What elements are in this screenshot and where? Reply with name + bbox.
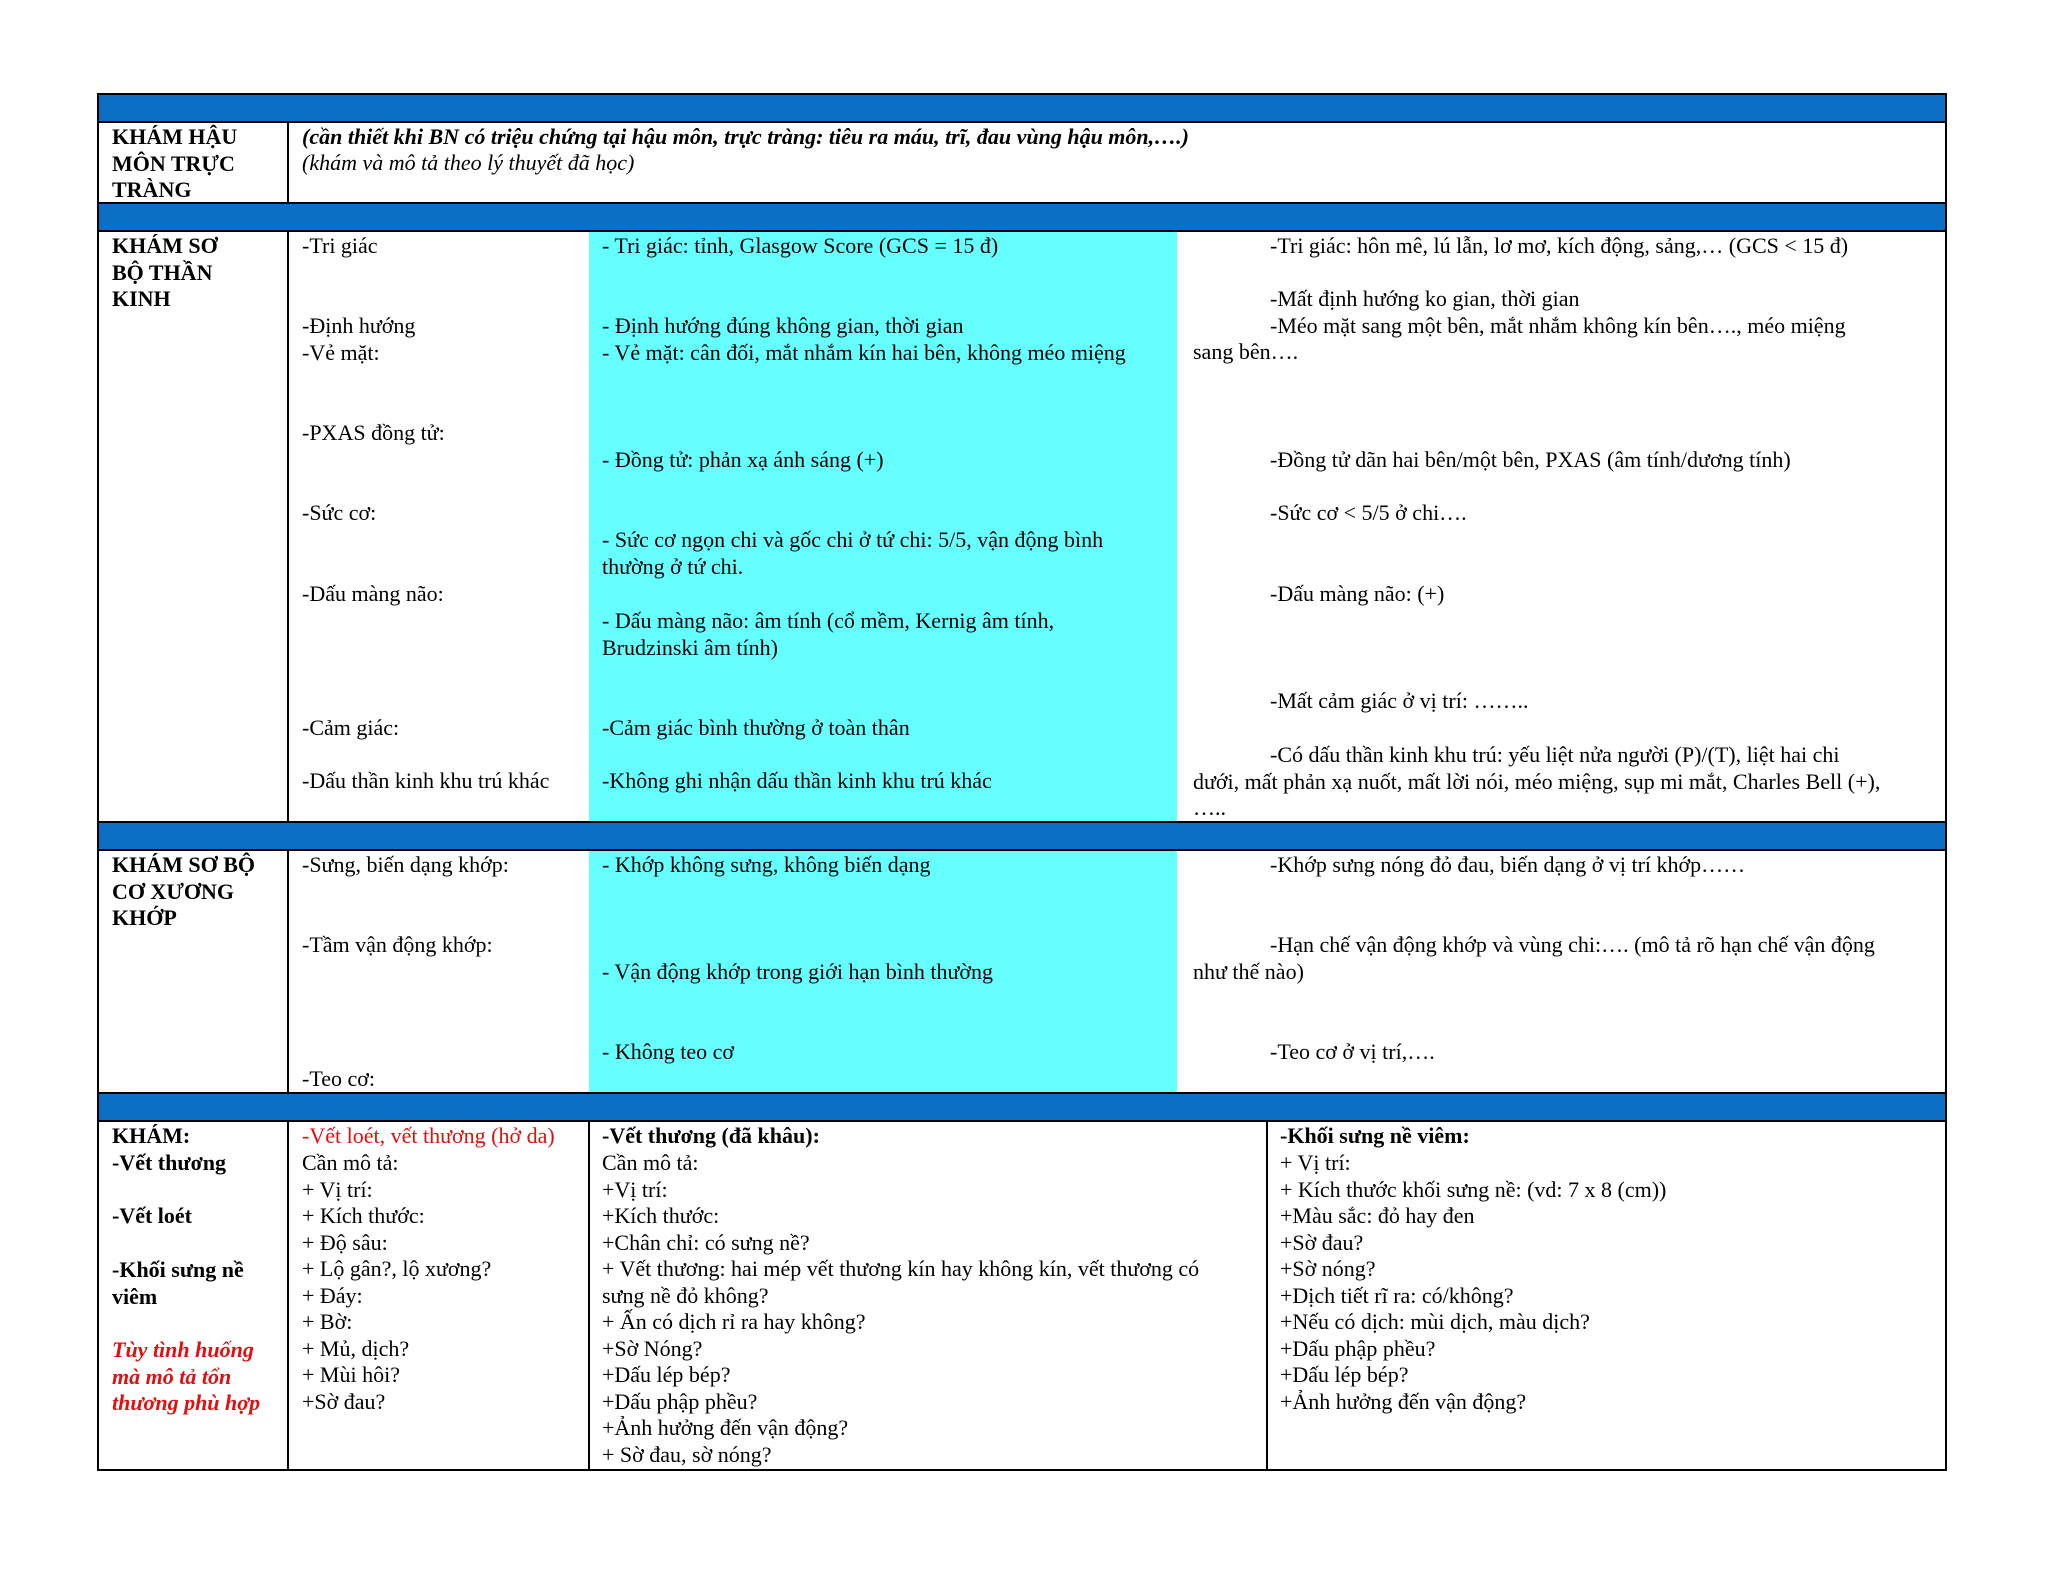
hau-mon-instruction: (khám và mô tả theo lý thuyết đã học) bbox=[302, 150, 635, 175]
msk-item: -Tầm vận động khớp: bbox=[302, 932, 493, 957]
table-border-top bbox=[97, 93, 1947, 95]
row-rule bbox=[97, 202, 1947, 204]
msk-item: -Teo cơ: bbox=[302, 1066, 376, 1091]
table-border-bottom bbox=[97, 1469, 1947, 1471]
col-rule bbox=[287, 121, 289, 203]
col-rule bbox=[1266, 1120, 1268, 1470]
row-rule bbox=[97, 230, 1947, 232]
neuro-item: -Định hướng -Vẻ mặt: bbox=[302, 313, 416, 365]
row-rule bbox=[97, 849, 1947, 851]
section-band-3 bbox=[98, 1093, 1946, 1120]
row-label-note: Tùy tình huống mà mô tả tổn thương phù hợp bbox=[112, 1337, 261, 1415]
neuro-abnormal: -Đồng tử dãn hai bên/một bên, PXAS (âm tính/dương tính) bbox=[1193, 447, 1791, 472]
neuro-abnormal: -Tri giác: hôn mê, lú lẫn, lơ mơ, kích động, sảng,… (GCS < 15 đ) bbox=[1193, 233, 1849, 258]
sutured-wound-checklist: Cần mô tả: +Vị trí: +Kích thước: +Chân chỉ: có sưng nề? + Vết thương: hai mép vết thương kín hay không kín, vết thương có sưng nề đỏ không? + Ấn có dịch rỉ ra hay không? +Sờ Nóng? +Dấu lép bép? +Dấu phập phều? +Ảnh hưởng đến vận động? + Sờ đau, sờ nóng? bbox=[602, 1150, 1200, 1467]
neuro-normal: - Định hướng đúng không gian, thời gian - Vẻ mặt: cân đối, mắt nhắm kín hai bên, không méo miệng bbox=[602, 313, 1126, 365]
neuro-abnormal: -Mất cảm giác ở vị trí: …….. bbox=[1193, 688, 1529, 713]
neuro-item: -Tri giác bbox=[302, 233, 378, 258]
row-label-vet-loet: -Vết loét bbox=[112, 1203, 193, 1228]
msk-abnormal: -Teo cơ ở vị trí,…. bbox=[1193, 1039, 1435, 1064]
neuro-abnormal: -Dấu màng não: (+) bbox=[1193, 581, 1445, 606]
neuro-abnormal: -Mất định hướng ko gian, thời gian -Méo mặt sang một bên, mắt nhắm không kín bên…., méo miệng sang bên…. bbox=[1193, 286, 1846, 364]
neuro-normal: -Cảm giác bình thường ở toàn thân bbox=[602, 715, 910, 740]
msk-abnormal: -Khớp sưng nóng đỏ đau, biến dạng ở vị trí khớp…… bbox=[1193, 852, 1746, 877]
row-rule bbox=[97, 1120, 1947, 1122]
neuro-item: -Dấu thần kinh khu trú khác bbox=[302, 768, 550, 793]
ulcer-title: -Vết loét, vết thương (hở da) bbox=[302, 1123, 555, 1148]
row-label-than-kinh: KHÁM SƠ BỘ THẦN KINH bbox=[112, 233, 218, 311]
neuro-normal: - Đồng tử: phản xạ ánh sáng (+) bbox=[602, 447, 884, 472]
neuro-abnormal: -Sức cơ < 5/5 ở chi…. bbox=[1193, 500, 1467, 525]
neuro-normal: - Sức cơ ngọn chi và gốc chi ở tứ chi: 5/5, vận động bình thường ở tứ chi. bbox=[602, 527, 1104, 579]
row-label-hau-mon: KHÁM HẬU MÔN TRỰC TRÀNG bbox=[112, 124, 238, 202]
col-rule bbox=[287, 230, 289, 822]
inflamed-mass-title: -Khối sưng nề viêm: bbox=[1280, 1123, 1470, 1148]
neuro-abnormal: -Có dấu thần kinh khu trú: yếu liệt nửa người (P)/(T), liệt hai chi dưới, mất phản xạ nuốt, mất lời nói, méo miệng, sụp mi mắt, Charles Bell (+), ….. bbox=[1193, 742, 1881, 820]
section-band-1 bbox=[98, 203, 1946, 230]
table-border-left bbox=[97, 93, 99, 1471]
sutured-wound-title: -Vết thương (đã khâu): bbox=[602, 1123, 820, 1148]
table-border-right bbox=[1945, 93, 1947, 1471]
neuro-item: -Sức cơ: bbox=[302, 500, 377, 525]
row-label-vet-thuong: KHÁM: -Vết thương bbox=[112, 1123, 226, 1175]
msk-abnormal: -Hạn chế vận động khớp và vùng chi:…. (mô tả rõ hạn chế vận động như thế nào) bbox=[1193, 932, 1875, 984]
inflamed-mass-checklist: + Vị trí: + Kích thước khối sưng nề: (vd: 7 x 8 (cm)) +Màu sắc: đỏ hay đen +Sờ đau? +Sờ nóng? +Dịch tiết rĩ ra: có/không? +Nếu có dịch: mùi dịch, màu dịch? +Dấu phập phều? +Dấu lép bép? +Ảnh hưởng đến vận động? bbox=[1280, 1150, 1667, 1414]
row-label-co-xuong-khop: KHÁM SƠ BỘ CƠ XƯƠNG KHỚP bbox=[112, 852, 256, 930]
col-rule bbox=[287, 849, 289, 1093]
neuro-item: -Cảm giác: bbox=[302, 715, 400, 740]
row-label-khoi-sung: -Khối sưng nề viêm bbox=[112, 1257, 244, 1309]
neuro-normal: - Dấu màng não: âm tính (cổ mềm, Kernig âm tính, Brudzinski âm tính) bbox=[602, 608, 1055, 660]
msk-normal: - Khớp không sưng, không biến dạng bbox=[602, 852, 931, 877]
col-rule bbox=[588, 1120, 590, 1470]
ulcer-checklist: Cần mô tả: + Vị trí: + Kích thước: + Độ sâu: + Lộ gân?, lộ xương? + Đáy: + Bờ: + Mủ, dịch? + Mùi hôi? +Sờ đau? bbox=[302, 1150, 492, 1414]
row-rule bbox=[97, 121, 1947, 123]
neuro-item: -Dấu màng não: bbox=[302, 581, 444, 606]
section-band-top bbox=[98, 94, 1946, 121]
msk-item: -Sưng, biến dạng khớp: bbox=[302, 852, 509, 877]
col-rule bbox=[287, 1120, 289, 1470]
neuro-normal: - Tri giác: tỉnh, Glasgow Score (GCS = 15 đ) bbox=[602, 233, 999, 258]
neuro-normal: -Không ghi nhận dấu thần kinh khu trú khác bbox=[602, 768, 992, 793]
msk-normal: - Không teo cơ bbox=[602, 1039, 734, 1064]
neuro-item: -PXAS đồng tử: bbox=[302, 420, 445, 445]
msk-normal: - Vận động khớp trong giới hạn bình thường bbox=[602, 959, 994, 984]
hau-mon-note: (cần thiết khi BN có triệu chứng tại hậu môn, trực tràng: tiêu ra máu, trĩ, đau vùng hậu môn,….) bbox=[302, 124, 1189, 149]
section-band-2 bbox=[98, 822, 1946, 849]
